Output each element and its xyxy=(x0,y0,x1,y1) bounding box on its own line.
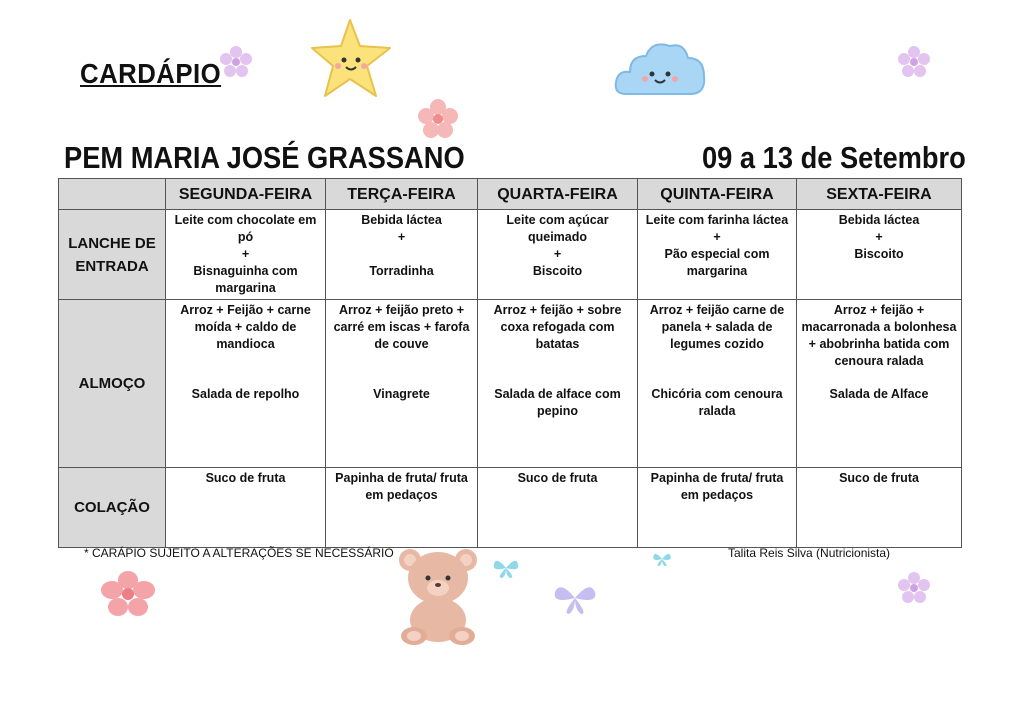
teddy-bear-icon xyxy=(392,546,484,646)
menu-cell: Arroz + feijão carne de panela + salada de legumes cozido Chicória com cenoura ralada xyxy=(638,300,797,468)
menu-cell: Suco de fruta xyxy=(797,468,962,548)
flower-icon xyxy=(416,97,460,141)
menu-cell: Bebida láctea + Biscoito xyxy=(797,210,962,300)
butterfly-icon xyxy=(552,580,598,616)
school-name: PEM MARIA JOSÉ GRASSANO xyxy=(64,140,465,175)
cloud-icon xyxy=(612,36,708,102)
row-label-lanche: LANCHE DE ENTRADA xyxy=(59,210,166,300)
flower-icon xyxy=(896,570,932,606)
menu-cell: Leite com farinha láctea + Pão especial com margarina xyxy=(638,210,797,300)
menu-cell: Suco de fruta xyxy=(478,468,638,548)
menu-cell: Leite com açúcar queimado + Biscoito xyxy=(478,210,638,300)
page-title: CARDÁPIO xyxy=(80,58,222,89)
menu-table xyxy=(58,178,962,548)
menu-cell: Arroz + Feijão + carne moída + caldo de mandioca Salada de repolho xyxy=(166,300,326,468)
menu-cell: Papinha de fruta/ fruta em pedaços xyxy=(326,468,478,548)
menu-cell: Arroz + feijão + macarronada a bolonhesa + abobrinha batida com cenoura ralada Salada de Alface xyxy=(797,300,962,468)
butterfly-icon xyxy=(492,556,520,580)
menu-cell: Leite com chocolate em pó + Bisnaguinha com margarina xyxy=(166,210,326,300)
star-icon xyxy=(310,16,394,102)
menu-cell: Papinha de fruta/ fruta em pedaços xyxy=(638,468,797,548)
menu-cell: Arroz + feijão preto + carré em iscas + farofa de couve Vinagrete xyxy=(326,300,478,468)
day-header: QUINTA-FEIRA xyxy=(638,179,797,210)
menu-cell: Arroz + feijão + sobre coxa refogada com batatas Salada de alface com pepino xyxy=(478,300,638,468)
menu-cell: Suco de fruta xyxy=(166,468,326,548)
row-label-almoco: ALMOÇO xyxy=(59,300,166,468)
row-label-colacao: COLAÇÃO xyxy=(59,468,166,548)
flower-icon xyxy=(896,44,932,80)
disclaimer-note: * CARÁPIO SUJEITO A ALTERAÇÕES SE NECESSÁRIO xyxy=(84,546,394,560)
menu-cell: Bebida láctea + Torradinha xyxy=(326,210,478,300)
day-header: TERÇA-FEIRA xyxy=(326,179,478,210)
flower-icon xyxy=(98,570,158,618)
nutritionist-signature: Talita Reis Silva (Nutricionista) xyxy=(728,546,891,560)
table-row xyxy=(59,210,962,300)
table-row xyxy=(59,300,962,468)
day-header: SEGUNDA-FEIRA xyxy=(166,179,326,210)
date-range: 09 a 13 de Setembro xyxy=(702,140,966,175)
butterfly-icon xyxy=(652,550,672,568)
day-header: QUARTA-FEIRA xyxy=(478,179,638,210)
flower-icon xyxy=(218,44,254,80)
day-header: SEXTA-FEIRA xyxy=(797,179,962,210)
table-corner xyxy=(59,179,166,210)
table-row xyxy=(59,468,962,548)
